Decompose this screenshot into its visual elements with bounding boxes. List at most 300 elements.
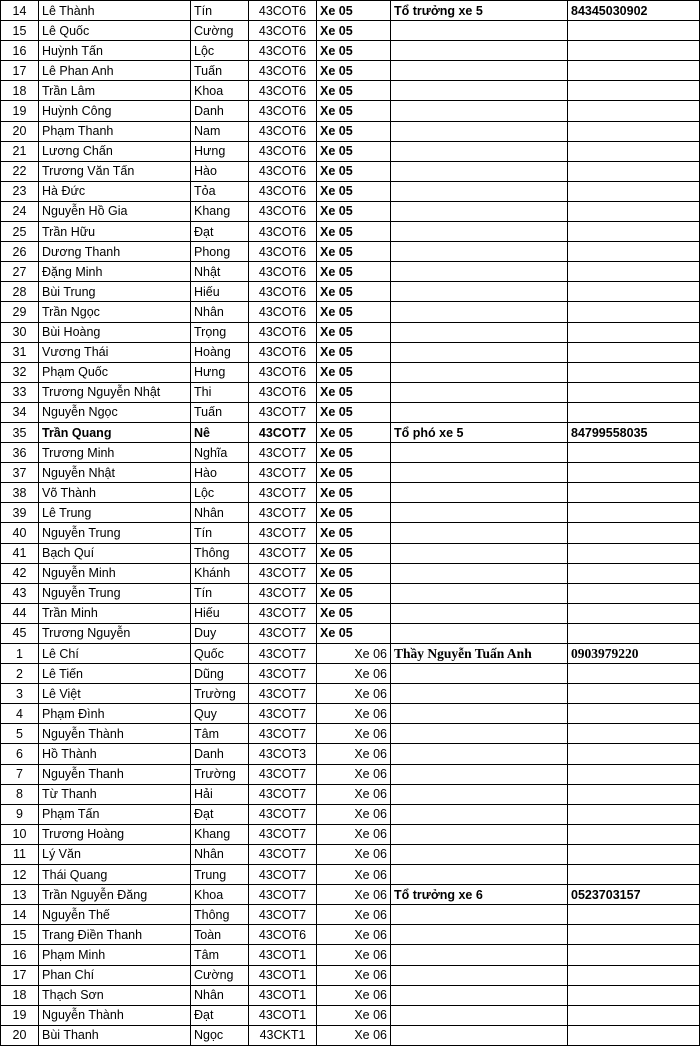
bus-cell: Xe 06 — [317, 985, 391, 1005]
table-row — [1, 81, 700, 101]
role-note-cell — [391, 844, 568, 864]
given-name-cell: Trung — [191, 865, 249, 885]
row-number-cell: 7 — [1, 764, 39, 784]
surname-cell: Lê Việt — [39, 684, 191, 704]
phone-cell — [568, 744, 700, 764]
role-note-cell — [391, 21, 568, 41]
role-note-cell — [391, 764, 568, 784]
surname-cell: Trương Minh — [39, 443, 191, 463]
surname-cell: Trần Minh — [39, 603, 191, 623]
surname-cell: Hà Đức — [39, 181, 191, 201]
bus-cell: Xe 05 — [317, 422, 391, 442]
table-row — [1, 965, 700, 985]
class-cell: 43COT6 — [249, 81, 317, 101]
class-cell: 43COT7 — [249, 804, 317, 824]
row-number-cell: 14 — [1, 1, 39, 21]
phone-cell — [568, 322, 700, 342]
role-note-cell — [391, 523, 568, 543]
class-cell: 43COT6 — [249, 362, 317, 382]
table-row — [1, 684, 700, 704]
class-cell: 43COT7 — [249, 583, 317, 603]
class-cell: 43COT1 — [249, 985, 317, 1005]
surname-cell: Trương Nguyễn — [39, 623, 191, 643]
table-row — [1, 744, 700, 764]
phone-cell — [568, 603, 700, 623]
bus-cell: Xe 05 — [317, 523, 391, 543]
given-name-cell: Cường — [191, 21, 249, 41]
bus-cell: Xe 05 — [317, 302, 391, 322]
role-note-cell — [391, 483, 568, 503]
bus-cell: Xe 06 — [317, 965, 391, 985]
role-note-cell — [391, 61, 568, 81]
bus-cell: Xe 05 — [317, 101, 391, 121]
given-name-cell: Trường — [191, 764, 249, 784]
row-number-cell: 37 — [1, 463, 39, 483]
table-row — [1, 382, 700, 402]
class-cell: 43COT7 — [249, 623, 317, 643]
given-name-cell: Hiếu — [191, 603, 249, 623]
class-cell: 43COT6 — [249, 141, 317, 161]
surname-cell: Phạm Đình — [39, 704, 191, 724]
surname-cell: Trần Lâm — [39, 81, 191, 101]
bus-cell: Xe 06 — [317, 784, 391, 804]
row-number-cell: 30 — [1, 322, 39, 342]
bus-cell: Xe 05 — [317, 262, 391, 282]
table-row — [1, 503, 700, 523]
class-cell: 43COT7 — [249, 523, 317, 543]
bus-cell: Xe 05 — [317, 181, 391, 201]
given-name-cell: Tín — [191, 583, 249, 603]
phone-cell — [568, 945, 700, 965]
given-name-cell: Trọng — [191, 322, 249, 342]
table-row — [1, 623, 700, 643]
row-number-cell: 35 — [1, 422, 39, 442]
surname-cell: Bạch Quí — [39, 543, 191, 563]
role-note-cell — [391, 101, 568, 121]
surname-cell: Từ Thanh — [39, 784, 191, 804]
row-number-cell: 16 — [1, 41, 39, 61]
phone-cell — [568, 543, 700, 563]
bus-cell: Xe 05 — [317, 382, 391, 402]
surname-cell: Huỳnh Công — [39, 101, 191, 121]
given-name-cell: Lộc — [191, 41, 249, 61]
phone-cell — [568, 583, 700, 603]
given-name-cell: Thi — [191, 382, 249, 402]
bus-cell: Xe 06 — [317, 945, 391, 965]
role-note-cell — [391, 362, 568, 382]
class-cell: 43COT7 — [249, 543, 317, 563]
given-name-cell: Khang — [191, 824, 249, 844]
bus-cell: Xe 06 — [317, 804, 391, 824]
phone-cell — [568, 664, 700, 684]
class-cell: 43CKT1 — [249, 1025, 317, 1045]
surname-cell: Lê Tiến — [39, 664, 191, 684]
surname-cell: Lê Phan Anh — [39, 61, 191, 81]
table-row — [1, 925, 700, 945]
phone-cell — [568, 382, 700, 402]
given-name-cell: Hải — [191, 784, 249, 804]
given-name-cell: Nhân — [191, 302, 249, 322]
row-number-cell: 44 — [1, 603, 39, 623]
row-number-cell: 26 — [1, 242, 39, 262]
surname-cell: Nguyễn Trung — [39, 583, 191, 603]
row-number-cell: 25 — [1, 222, 39, 242]
phone-cell — [568, 905, 700, 925]
row-number-cell: 42 — [1, 563, 39, 583]
role-note-cell: Tổ phó xe 5 — [391, 422, 568, 442]
row-number-cell: 2 — [1, 664, 39, 684]
phone-cell — [568, 523, 700, 543]
class-cell: 43COT1 — [249, 965, 317, 985]
given-name-cell: Tâm — [191, 945, 249, 965]
surname-cell: Trần Quang — [39, 422, 191, 442]
role-note-cell — [391, 141, 568, 161]
class-cell: 43COT7 — [249, 844, 317, 864]
surname-cell: Trương Văn Tấn — [39, 161, 191, 181]
given-name-cell: Thông — [191, 543, 249, 563]
class-cell: 43COT7 — [249, 463, 317, 483]
surname-cell: Trương Hoàng — [39, 824, 191, 844]
role-note-cell — [391, 181, 568, 201]
table-row — [1, 222, 700, 242]
role-note-cell — [391, 945, 568, 965]
row-number-cell: 6 — [1, 744, 39, 764]
bus-cell: Xe 05 — [317, 623, 391, 643]
given-name-cell: Đạt — [191, 1005, 249, 1025]
row-number-cell: 20 — [1, 121, 39, 141]
class-cell: 43COT7 — [249, 422, 317, 442]
given-name-cell: Tỏa — [191, 181, 249, 201]
row-number-cell: 5 — [1, 724, 39, 744]
class-cell: 43COT7 — [249, 402, 317, 422]
class-cell: 43COT6 — [249, 201, 317, 221]
phone-cell — [568, 242, 700, 262]
role-note-cell — [391, 664, 568, 684]
table-row — [1, 362, 700, 382]
class-cell: 43COT7 — [249, 503, 317, 523]
surname-cell: Trần Nguyễn Đăng — [39, 885, 191, 905]
class-cell: 43COT7 — [249, 784, 317, 804]
class-cell: 43COT7 — [249, 664, 317, 684]
role-note-cell — [391, 824, 568, 844]
bus-cell: Xe 05 — [317, 563, 391, 583]
table-row — [1, 302, 700, 322]
bus-cell: Xe 05 — [317, 242, 391, 262]
class-cell: 43COT6 — [249, 61, 317, 81]
bus-cell: Xe 05 — [317, 41, 391, 61]
bus-cell: Xe 06 — [317, 824, 391, 844]
row-number-cell: 33 — [1, 382, 39, 402]
bus-cell: Xe 06 — [317, 925, 391, 945]
role-note-cell — [391, 262, 568, 282]
class-cell: 43COT6 — [249, 21, 317, 41]
surname-cell: Hồ Thành — [39, 744, 191, 764]
phone-cell — [568, 362, 700, 382]
bus-cell: Xe 05 — [317, 322, 391, 342]
table-row — [1, 523, 700, 543]
surname-cell: Trần Ngọc — [39, 302, 191, 322]
given-name-cell: Hoàng — [191, 342, 249, 362]
class-cell: 43COT7 — [249, 483, 317, 503]
given-name-cell: Khang — [191, 201, 249, 221]
role-note-cell: Tổ trưởng xe 6 — [391, 885, 568, 905]
bus-cell: Xe 06 — [317, 644, 391, 664]
role-note-cell — [391, 865, 568, 885]
role-note-cell — [391, 242, 568, 262]
bus-cell: Xe 06 — [317, 664, 391, 684]
surname-cell: Nguyễn Hồ Gia — [39, 201, 191, 221]
table-row — [1, 141, 700, 161]
phone-cell — [568, 282, 700, 302]
given-name-cell: Tâm — [191, 724, 249, 744]
class-cell: 43COT7 — [249, 764, 317, 784]
surname-cell: Lê Thành — [39, 1, 191, 21]
given-name-cell: Hào — [191, 161, 249, 181]
role-note-cell: Thầy Nguyễn Tuấn Anh — [391, 644, 568, 664]
role-note-cell — [391, 684, 568, 704]
given-name-cell: Dũng — [191, 664, 249, 684]
class-cell: 43COT7 — [249, 865, 317, 885]
role-note-cell — [391, 322, 568, 342]
surname-cell: Phạm Quốc — [39, 362, 191, 382]
role-note-cell — [391, 905, 568, 925]
row-number-cell: 36 — [1, 443, 39, 463]
table-row — [1, 603, 700, 623]
bus-cell: Xe 05 — [317, 282, 391, 302]
table-row — [1, 885, 700, 905]
table-row — [1, 784, 700, 804]
role-note-cell — [391, 503, 568, 523]
role-note-cell — [391, 724, 568, 744]
row-number-cell: 32 — [1, 362, 39, 382]
phone-cell — [568, 222, 700, 242]
class-cell: 43COT6 — [249, 121, 317, 141]
row-number-cell: 15 — [1, 21, 39, 41]
surname-cell: Nguyễn Thành — [39, 724, 191, 744]
given-name-cell: Danh — [191, 101, 249, 121]
role-note-cell — [391, 623, 568, 643]
row-number-cell: 24 — [1, 201, 39, 221]
table-row — [1, 865, 700, 885]
given-name-cell: Hào — [191, 463, 249, 483]
role-note-cell — [391, 563, 568, 583]
phone-cell — [568, 201, 700, 221]
role-note-cell — [391, 965, 568, 985]
table-row — [1, 985, 700, 1005]
row-number-cell: 19 — [1, 1005, 39, 1025]
bus-cell: Xe 05 — [317, 342, 391, 362]
table-row — [1, 21, 700, 41]
surname-cell: Thạch Sơn — [39, 985, 191, 1005]
given-name-cell: Danh — [191, 744, 249, 764]
class-cell: 43COT6 — [249, 222, 317, 242]
row-number-cell: 3 — [1, 684, 39, 704]
row-number-cell: 10 — [1, 824, 39, 844]
table-row — [1, 1, 700, 21]
given-name-cell: Toàn — [191, 925, 249, 945]
phone-cell: 84345030902 — [568, 1, 700, 21]
phone-cell — [568, 623, 700, 643]
given-name-cell: Tuấn — [191, 402, 249, 422]
class-cell: 43COT7 — [249, 885, 317, 905]
bus-cell: Xe 05 — [317, 443, 391, 463]
row-number-cell: 23 — [1, 181, 39, 201]
bus-cell: Xe 05 — [317, 543, 391, 563]
given-name-cell: Hiếu — [191, 282, 249, 302]
row-number-cell: 39 — [1, 503, 39, 523]
phone-cell — [568, 81, 700, 101]
table-row — [1, 905, 700, 925]
surname-cell: Nguyễn Trung — [39, 523, 191, 543]
row-number-cell: 17 — [1, 965, 39, 985]
surname-cell: Thái Quang — [39, 865, 191, 885]
given-name-cell: Nhân — [191, 985, 249, 1005]
surname-cell: Phạm Tấn — [39, 804, 191, 824]
phone-cell — [568, 1005, 700, 1025]
row-number-cell: 19 — [1, 101, 39, 121]
given-name-cell: Nam — [191, 121, 249, 141]
table-row — [1, 201, 700, 221]
phone-cell — [568, 965, 700, 985]
given-name-cell: Hưng — [191, 141, 249, 161]
row-number-cell: 34 — [1, 402, 39, 422]
phone-cell — [568, 844, 700, 864]
class-cell: 43COT7 — [249, 644, 317, 664]
table-row — [1, 563, 700, 583]
role-note-cell — [391, 603, 568, 623]
given-name-cell: Khoa — [191, 885, 249, 905]
given-name-cell: Nhật — [191, 262, 249, 282]
role-note-cell — [391, 443, 568, 463]
given-name-cell: Lộc — [191, 483, 249, 503]
surname-cell: Huỳnh Tấn — [39, 41, 191, 61]
table-row — [1, 463, 700, 483]
phone-cell — [568, 1025, 700, 1045]
table-row — [1, 322, 700, 342]
row-number-cell: 11 — [1, 844, 39, 864]
row-number-cell: 41 — [1, 543, 39, 563]
role-note-cell — [391, 201, 568, 221]
table-row — [1, 161, 700, 181]
given-name-cell: Trường — [191, 684, 249, 704]
phone-cell: 0523703157 — [568, 885, 700, 905]
surname-cell: Phạm Minh — [39, 945, 191, 965]
table-row — [1, 282, 700, 302]
class-cell: 43COT6 — [249, 382, 317, 402]
role-note-cell — [391, 804, 568, 824]
class-cell: 43COT6 — [249, 161, 317, 181]
role-note-cell — [391, 121, 568, 141]
given-name-cell: Đạt — [191, 804, 249, 824]
table-row — [1, 121, 700, 141]
surname-cell: Phạm Thanh — [39, 121, 191, 141]
row-number-cell: 40 — [1, 523, 39, 543]
phone-cell — [568, 141, 700, 161]
class-cell: 43COT7 — [249, 563, 317, 583]
row-number-cell: 20 — [1, 1025, 39, 1045]
phone-cell — [568, 985, 700, 1005]
row-number-cell: 22 — [1, 161, 39, 181]
bus-cell: Xe 05 — [317, 61, 391, 81]
role-note-cell — [391, 81, 568, 101]
table-row — [1, 764, 700, 784]
phone-cell — [568, 121, 700, 141]
table-row — [1, 724, 700, 744]
bus-cell: Xe 06 — [317, 865, 391, 885]
phone-cell — [568, 684, 700, 704]
role-note-cell — [391, 382, 568, 402]
table-row — [1, 644, 700, 664]
surname-cell: Trần Hữu — [39, 222, 191, 242]
given-name-cell: Đạt — [191, 222, 249, 242]
role-note-cell — [391, 302, 568, 322]
given-name-cell: Phong — [191, 242, 249, 262]
bus-cell: Xe 05 — [317, 201, 391, 221]
table-row — [1, 443, 700, 463]
given-name-cell: Nghĩa — [191, 443, 249, 463]
role-note-cell: Tổ trưởng xe 5 — [391, 1, 568, 21]
role-note-cell — [391, 222, 568, 242]
table-row — [1, 342, 700, 362]
class-cell: 43COT7 — [249, 724, 317, 744]
surname-cell: Trang Điền Thanh — [39, 925, 191, 945]
table-row — [1, 844, 700, 864]
bus-cell: Xe 05 — [317, 222, 391, 242]
phone-cell — [568, 463, 700, 483]
class-cell: 43COT6 — [249, 242, 317, 262]
table-row — [1, 583, 700, 603]
row-number-cell: 21 — [1, 141, 39, 161]
table-row — [1, 181, 700, 201]
bus-cell: Xe 05 — [317, 141, 391, 161]
table-row — [1, 422, 700, 442]
row-number-cell: 43 — [1, 583, 39, 603]
phone-cell — [568, 804, 700, 824]
phone-cell — [568, 483, 700, 503]
given-name-cell: Thông — [191, 905, 249, 925]
surname-cell: Nguyễn Nhật — [39, 463, 191, 483]
bus-cell: Xe 05 — [317, 603, 391, 623]
surname-cell: Phan Chí — [39, 965, 191, 985]
bus-cell: Xe 05 — [317, 583, 391, 603]
phone-cell: 84799558035 — [568, 422, 700, 442]
given-name-cell: Nhân — [191, 503, 249, 523]
row-number-cell: 18 — [1, 985, 39, 1005]
bus-cell: Xe 05 — [317, 362, 391, 382]
given-name-cell: Duy — [191, 623, 249, 643]
class-cell: 43COT6 — [249, 1, 317, 21]
surname-cell: Lương Chấn — [39, 141, 191, 161]
class-cell: 43COT6 — [249, 342, 317, 362]
phone-cell — [568, 21, 700, 41]
table-row — [1, 1005, 700, 1025]
bus-cell: Xe 06 — [317, 684, 391, 704]
surname-cell: Lê Chí — [39, 644, 191, 664]
class-cell: 43COT7 — [249, 704, 317, 724]
row-number-cell: 1 — [1, 644, 39, 664]
bus-cell: Xe 05 — [317, 503, 391, 523]
surname-cell: Bùi Trung — [39, 282, 191, 302]
class-cell: 43COT7 — [249, 443, 317, 463]
surname-cell: Lý Văn — [39, 844, 191, 864]
surname-cell: Dương Thanh — [39, 242, 191, 262]
role-note-cell — [391, 1025, 568, 1045]
phone-cell — [568, 161, 700, 181]
table-row — [1, 483, 700, 503]
table-row — [1, 704, 700, 724]
phone-cell — [568, 503, 700, 523]
table-body — [1, 1, 700, 1046]
